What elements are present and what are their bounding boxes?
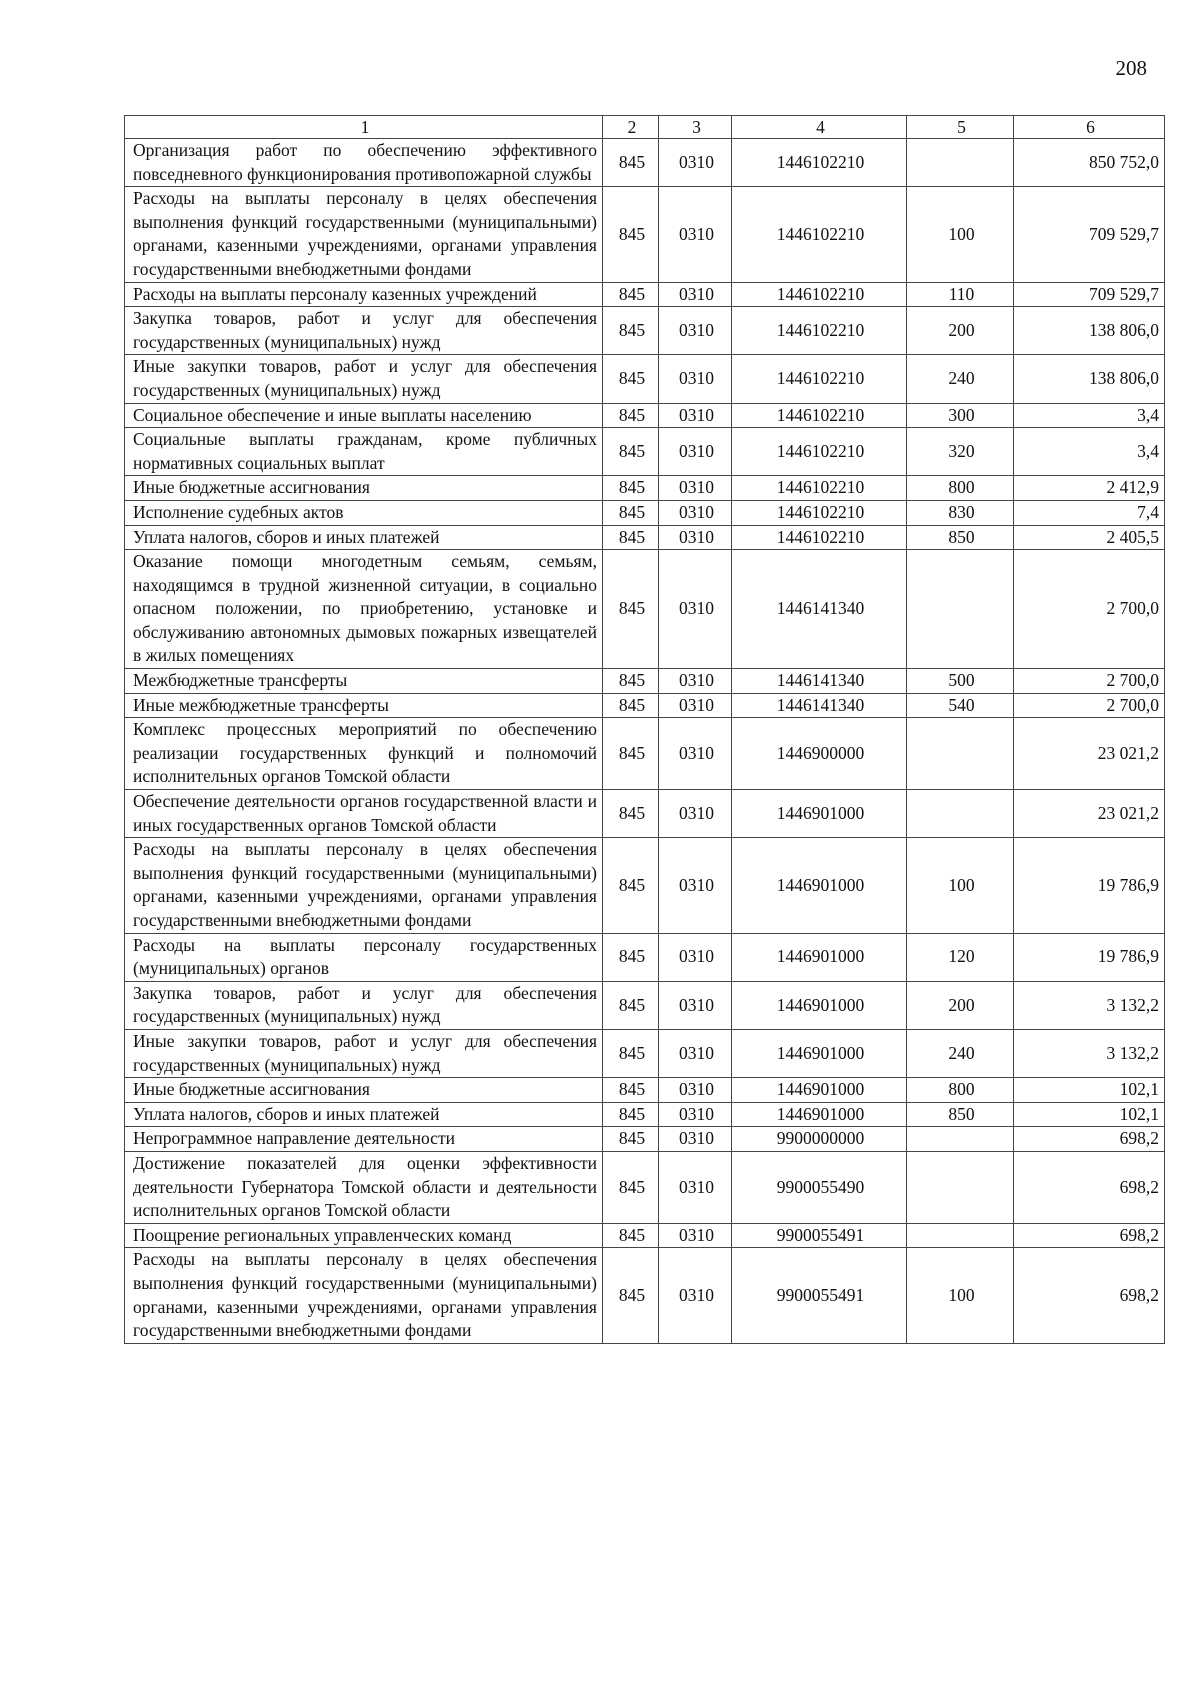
admin-code-cell: 845 [603,550,659,669]
section-code-cell: 0310 [659,1151,732,1223]
target-article-cell: 1446102210 [732,282,907,307]
section-code-cell: 0310 [659,403,732,428]
section-code-cell: 0310 [659,718,732,790]
amount-cell: 3,4 [1014,403,1165,428]
target-article-cell: 9900055491 [732,1248,907,1343]
table-row [125,500,1165,525]
admin-code-cell: 845 [603,1127,659,1152]
expense-type-cell: 300 [907,403,1014,428]
row-name-cell: Социальные выплаты гражданам, кроме публичных нормативных социальных выплат [125,428,603,476]
section-code-cell: 0310 [659,187,732,282]
column-header-6: 6 [1014,116,1165,139]
admin-code-cell: 845 [603,187,659,282]
amount-cell: 3 132,2 [1014,981,1165,1029]
admin-code-cell: 845 [603,1248,659,1343]
row-name-cell: Иные закупки товаров, работ и услуг для обеспечения государственных (муниципальных) нужд [125,1029,603,1077]
expense-type-cell [907,139,1014,187]
admin-code-cell: 845 [603,790,659,838]
target-article-cell: 1446901000 [732,981,907,1029]
table-row [125,307,1165,355]
admin-code-cell: 845 [603,1102,659,1127]
row-name-cell: Расходы на выплаты персоналу казенных учреждений [125,282,603,307]
table-row [125,355,1165,403]
table-row [125,282,1165,307]
table-row [125,669,1165,694]
table-body [125,139,1165,1344]
admin-code-cell: 845 [603,307,659,355]
section-code-cell: 0310 [659,282,732,307]
amount-cell: 138 806,0 [1014,355,1165,403]
admin-code-cell: 845 [603,500,659,525]
expense-type-cell: 800 [907,1078,1014,1103]
amount-cell: 23 021,2 [1014,790,1165,838]
amount-cell: 7,4 [1014,500,1165,525]
section-code-cell: 0310 [659,476,732,501]
target-article-cell: 1446102210 [732,139,907,187]
admin-code-cell: 845 [603,981,659,1029]
section-code-cell: 0310 [659,1102,732,1127]
admin-code-cell: 845 [603,476,659,501]
admin-code-cell: 845 [603,1029,659,1077]
expense-type-cell [907,718,1014,790]
row-name-cell: Обеспечение деятельности органов государственной власти и иных государственных органов Томской области [125,790,603,838]
table-row [125,403,1165,428]
row-name-cell: Организация работ по обеспечению эффективного повседневного функционирования противопожарной службы [125,139,603,187]
amount-cell: 850 752,0 [1014,139,1165,187]
row-name-cell: Уплата налогов, сборов и иных платежей [125,1102,603,1127]
amount-cell: 3 132,2 [1014,1029,1165,1077]
amount-cell: 698,2 [1014,1248,1165,1343]
amount-cell: 2 700,0 [1014,693,1165,718]
amount-cell: 3,4 [1014,428,1165,476]
target-article-cell: 1446900000 [732,718,907,790]
table-row [125,1223,1165,1248]
section-code-cell: 0310 [659,525,732,550]
expense-type-cell: 850 [907,525,1014,550]
table-row [125,933,1165,981]
section-code-cell: 0310 [659,933,732,981]
target-article-cell: 9900000000 [732,1127,907,1152]
expense-type-cell: 500 [907,669,1014,694]
table-row [125,718,1165,790]
target-article-cell: 1446102210 [732,428,907,476]
section-code-cell: 0310 [659,838,732,933]
table-row [125,1078,1165,1103]
admin-code-cell: 845 [603,355,659,403]
amount-cell: 709 529,7 [1014,282,1165,307]
target-article-cell: 1446102210 [732,476,907,501]
table-row [125,187,1165,282]
amount-cell: 709 529,7 [1014,187,1165,282]
expense-type-cell: 240 [907,355,1014,403]
expense-type-cell: 320 [907,428,1014,476]
column-header-5: 5 [907,116,1014,139]
section-code-cell: 0310 [659,1127,732,1152]
table-row [125,1102,1165,1127]
row-name-cell: Расходы на выплаты персоналу в целях обеспечения выполнения функций государственными (муниципальными) органами, казенными учреждениями, органами управления государственными внебюджетными фондами [125,187,603,282]
amount-cell: 102,1 [1014,1102,1165,1127]
target-article-cell: 1446102210 [732,525,907,550]
section-code-cell: 0310 [659,669,732,694]
row-name-cell: Иные закупки товаров, работ и услуг для обеспечения государственных (муниципальных) нужд [125,355,603,403]
row-name-cell: Комплекс процессных мероприятий по обеспечению реализации государственных функций и полномочий исполнительных органов Томской области [125,718,603,790]
section-code-cell: 0310 [659,693,732,718]
row-name-cell: Уплата налогов, сборов и иных платежей [125,525,603,550]
table-row [125,1151,1165,1223]
section-code-cell: 0310 [659,428,732,476]
admin-code-cell: 845 [603,669,659,694]
target-article-cell: 1446102210 [732,403,907,428]
row-name-cell: Межбюджетные трансферты [125,669,603,694]
target-article-cell: 1446102210 [732,355,907,403]
expense-type-cell: 120 [907,933,1014,981]
amount-cell: 23 021,2 [1014,718,1165,790]
target-article-cell: 1446102210 [732,307,907,355]
expense-type-cell: 100 [907,838,1014,933]
expense-type-cell [907,1127,1014,1152]
row-name-cell: Иные бюджетные ассигнования [125,1078,603,1103]
page-number: 208 [1115,56,1147,80]
table-row [125,1029,1165,1077]
amount-cell: 102,1 [1014,1078,1165,1103]
admin-code-cell: 845 [603,428,659,476]
expense-type-cell [907,1223,1014,1248]
admin-code-cell: 845 [603,718,659,790]
amount-cell: 698,2 [1014,1127,1165,1152]
expense-type-cell: 100 [907,1248,1014,1343]
admin-code-cell: 845 [603,282,659,307]
expense-type-cell: 830 [907,500,1014,525]
section-code-cell: 0310 [659,500,732,525]
target-article-cell: 1446141340 [732,693,907,718]
target-article-cell: 1446901000 [732,1102,907,1127]
table-row [125,139,1165,187]
section-code-cell: 0310 [659,355,732,403]
expense-type-cell: 240 [907,1029,1014,1077]
expense-type-cell: 200 [907,307,1014,355]
target-article-cell: 1446141340 [732,550,907,669]
row-name-cell: Непрограммное направление деятельности [125,1127,603,1152]
column-header-2: 2 [603,116,659,139]
target-article-cell: 1446901000 [732,1029,907,1077]
section-code-cell: 0310 [659,981,732,1029]
expense-type-cell: 540 [907,693,1014,718]
section-code-cell: 0310 [659,1223,732,1248]
table-row [125,476,1165,501]
admin-code-cell: 845 [603,1223,659,1248]
target-article-cell: 1446102210 [732,500,907,525]
target-article-cell: 1446901000 [732,1078,907,1103]
amount-cell: 698,2 [1014,1151,1165,1223]
table-row [125,525,1165,550]
row-name-cell: Расходы на выплаты персоналу в целях обеспечения выполнения функций государственными (муниципальными) органами, казенными учреждениями, органами управления государственными внебюджетными фондами [125,1248,603,1343]
table-row [125,790,1165,838]
expense-type-cell: 800 [907,476,1014,501]
target-article-cell: 1446102210 [732,187,907,282]
row-name-cell: Социальное обеспечение и иные выплаты населению [125,403,603,428]
row-name-cell: Расходы на выплаты персоналу государственных (муниципальных) органов [125,933,603,981]
target-article-cell: 1446141340 [732,669,907,694]
target-article-cell: 1446901000 [732,838,907,933]
amount-cell: 2 700,0 [1014,550,1165,669]
amount-cell: 2 412,9 [1014,476,1165,501]
column-header-3: 3 [659,116,732,139]
target-article-cell: 1446901000 [732,933,907,981]
table-row [125,1127,1165,1152]
expense-type-cell: 850 [907,1102,1014,1127]
amount-cell: 138 806,0 [1014,307,1165,355]
row-name-cell: Закупка товаров, работ и услуг для обеспечения государственных (муниципальных) нужд [125,981,603,1029]
expense-type-cell [907,790,1014,838]
admin-code-cell: 845 [603,1151,659,1223]
section-code-cell: 0310 [659,139,732,187]
target-article-cell: 9900055491 [732,1223,907,1248]
admin-code-cell: 845 [603,403,659,428]
admin-code-cell: 845 [603,838,659,933]
table-row [125,550,1165,669]
section-code-cell: 0310 [659,1029,732,1077]
row-name-cell: Закупка товаров, работ и услуг для обеспечения государственных (муниципальных) нужд [125,307,603,355]
section-code-cell: 0310 [659,307,732,355]
expense-type-cell [907,1151,1014,1223]
column-header-1: 1 [125,116,603,139]
admin-code-cell: 845 [603,525,659,550]
row-name-cell: Достижение показателей для оценки эффективности деятельности Губернатора Томской области и деятельности исполнительных органов Томской области [125,1151,603,1223]
section-code-cell: 0310 [659,550,732,669]
amount-cell: 19 786,9 [1014,838,1165,933]
row-name-cell: Расходы на выплаты персоналу в целях обеспечения выполнения функций государственными (муниципальными) органами, казенными учреждениями, органами управления государственными внебюджетными фондами [125,838,603,933]
table-row [125,428,1165,476]
table-row [125,693,1165,718]
amount-cell: 19 786,9 [1014,933,1165,981]
amount-cell: 2 405,5 [1014,525,1165,550]
target-article-cell: 1446901000 [732,790,907,838]
table-row [125,1248,1165,1343]
column-header-4: 4 [732,116,907,139]
admin-code-cell: 845 [603,139,659,187]
amount-cell: 2 700,0 [1014,669,1165,694]
section-code-cell: 0310 [659,790,732,838]
header-row [125,116,1165,139]
budget-table [124,115,1165,1344]
expense-type-cell [907,550,1014,669]
admin-code-cell: 845 [603,1078,659,1103]
table-row [125,981,1165,1029]
table-row [125,838,1165,933]
row-name-cell: Иные бюджетные ассигнования [125,476,603,501]
row-name-cell: Исполнение судебных актов [125,500,603,525]
section-code-cell: 0310 [659,1248,732,1343]
row-name-cell: Иные межбюджетные трансферты [125,693,603,718]
admin-code-cell: 845 [603,693,659,718]
section-code-cell: 0310 [659,1078,732,1103]
expense-type-cell: 200 [907,981,1014,1029]
expense-type-cell: 110 [907,282,1014,307]
amount-cell: 698,2 [1014,1223,1165,1248]
target-article-cell: 9900055490 [732,1151,907,1223]
admin-code-cell: 845 [603,933,659,981]
row-name-cell: Поощрение региональных управленческих команд [125,1223,603,1248]
row-name-cell: Оказание помощи многодетным семьям, семьям, находящимся в трудной жизненной ситуации, в социально опасном положении, по приобретению, установке и обслуживанию автономных дымовых пожарных извещателей в жилых помещениях [125,550,603,669]
expense-type-cell: 100 [907,187,1014,282]
